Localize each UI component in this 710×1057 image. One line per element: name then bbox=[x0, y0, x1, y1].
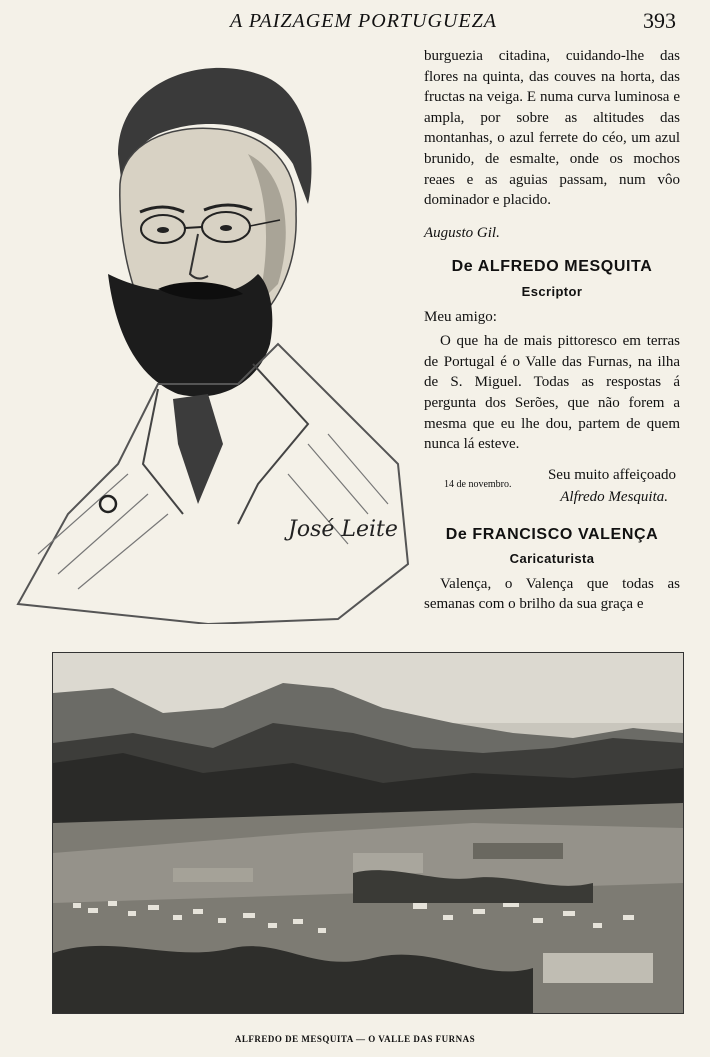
portrait-illustration bbox=[8, 44, 418, 624]
closing-phrase: Seu muito affeiçoado bbox=[547, 466, 676, 483]
section-role-caricaturista: Caricaturista bbox=[509, 551, 595, 567]
paragraph-francisco-valenca: Valença, o Valença que todas as semanas com o brilho da sua graça e bbox=[424, 575, 680, 613]
section-role-escriptor: Escriptor bbox=[521, 283, 583, 299]
running-title: A PAIZAGEM PORTUGUEZA bbox=[230, 10, 497, 32]
page-number: 393 bbox=[643, 8, 676, 33]
signature-alfredo-mesquita: Alfredo Mesquita. bbox=[560, 488, 668, 505]
text-column bbox=[424, 46, 680, 615]
section-title-francisco-valenca: De FRANCISCO VALENÇA bbox=[445, 525, 659, 543]
signature-augusto-gil: Augusto Gil. bbox=[424, 224, 500, 241]
section-title-alfredo-mesquita: De ALFREDO MESQUITA bbox=[451, 258, 653, 276]
artist-signature: José Leite bbox=[288, 517, 398, 542]
landscape-photograph bbox=[52, 652, 684, 1014]
letter-closing bbox=[424, 465, 680, 511]
paragraph-alfredo-mesquita: O que ha de mais pittoresco em terras de Portugal é o Valle das Furnas, na ilha de S. Miguel. Todas as respostas á pergunta dos Serões, que não forem a mesma que eu lhe dou, partem de quem nunca lá esteve. bbox=[424, 333, 680, 453]
paragraph-intro: burguezia citadina, cuidando-lhe das flores na quinta, das couves na horta, das fructas na veiga. E numa curva luminosa e ampla, por sobre as altitudes das montanhas, o azul ferrete do céo, um azul brunido, de esmalte, onde os mochos reaes e as aguias passam, num vôo dominador e placido. bbox=[424, 48, 680, 209]
photo-caption: ALFREDO DE MESQUITA — O VALLE DAS FURNAS bbox=[234, 1034, 476, 1044]
salutation: Meu amigo: bbox=[424, 308, 497, 325]
letter-date: 14 de novembro. bbox=[444, 478, 512, 490]
page-header bbox=[0, 8, 710, 38]
